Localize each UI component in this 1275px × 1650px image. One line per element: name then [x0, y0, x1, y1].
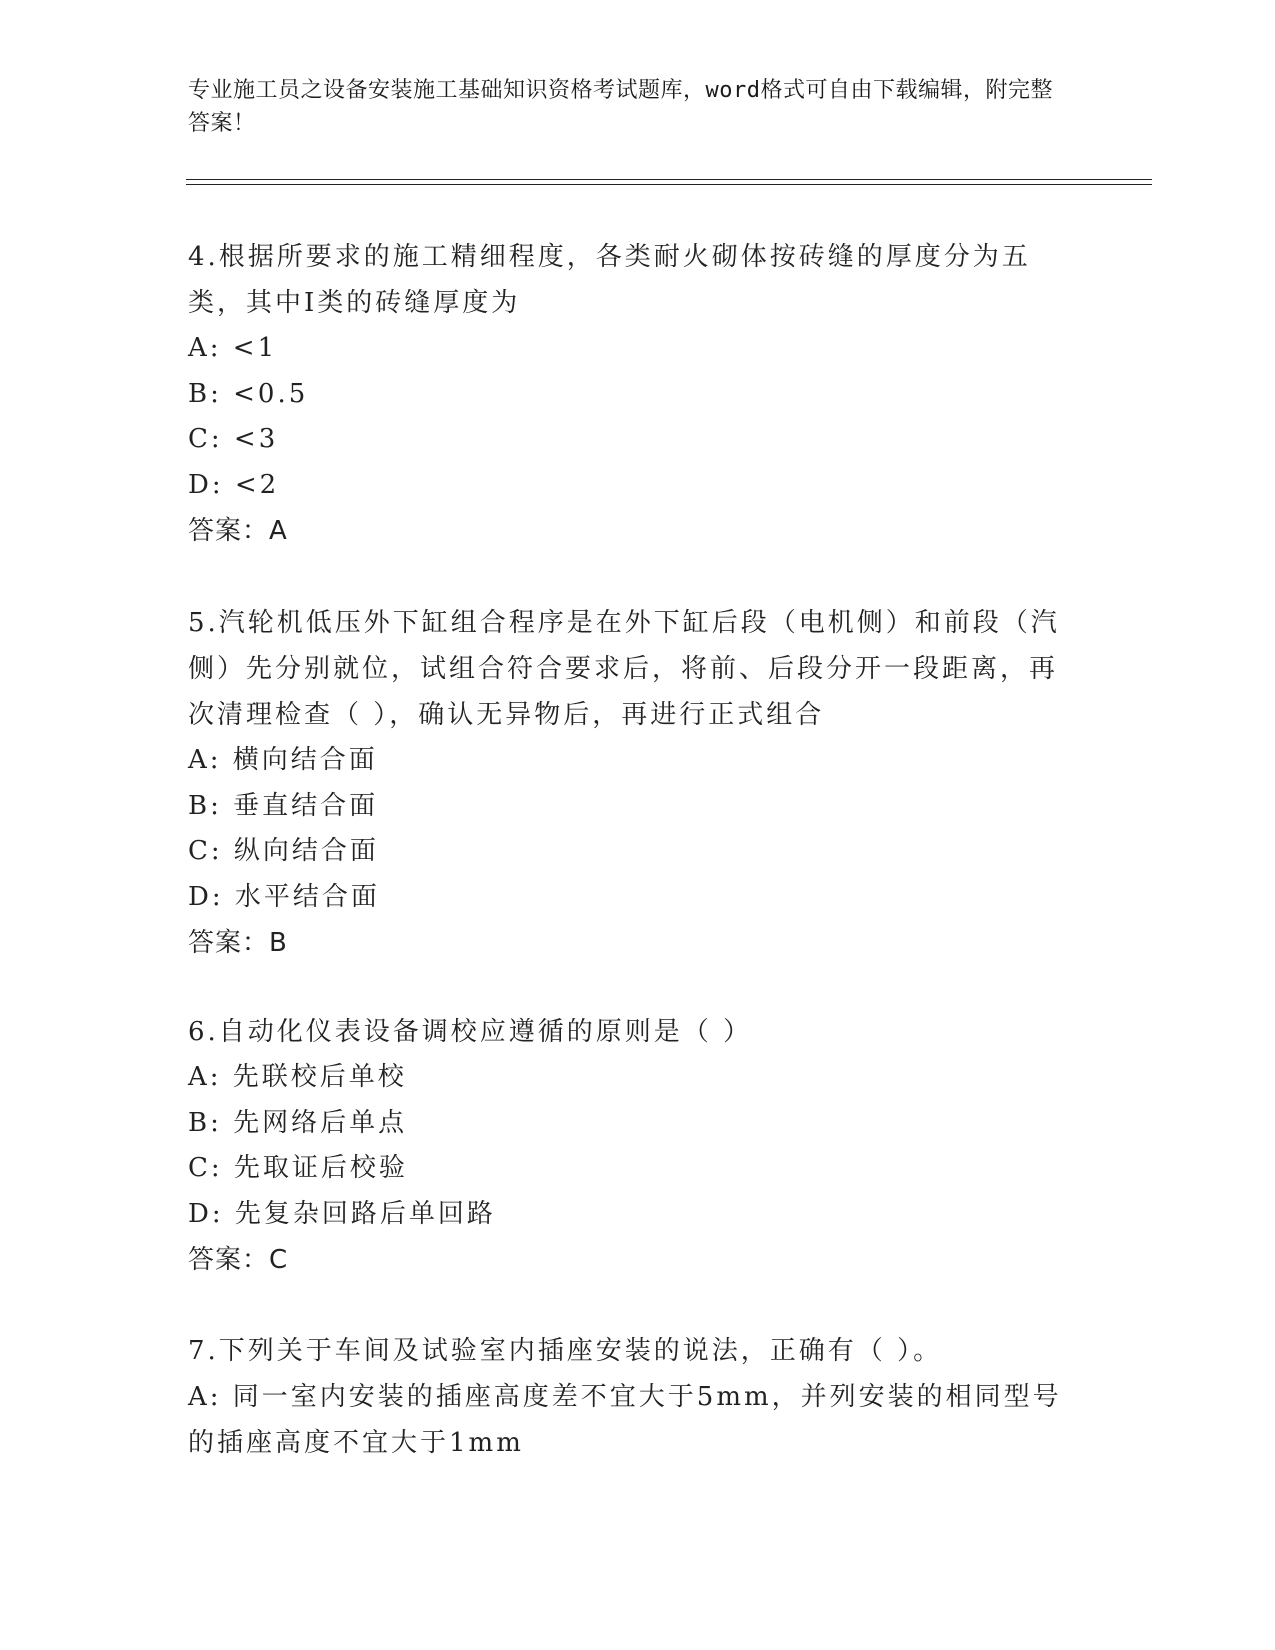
option-d: D: 先复杂回路后单回路 — [188, 1198, 496, 1229]
option-b: B: <0.5 — [188, 378, 309, 409]
document-header: 专业施工员之设备安装施工基础知识资格考试题库，word格式可自由下载编辑，附完整答案！ — [188, 78, 1053, 136]
question-item — [188, 600, 1068, 966]
answer-text: 答案：B — [188, 928, 288, 958]
question-item — [188, 1009, 1068, 1283]
option-c: C: <3 — [188, 424, 279, 454]
question-text: 7.下列关于车间及试验室内插座安装的说法，正确有（ ）。 — [188, 1336, 943, 1366]
header-divider-bottom — [186, 184, 1152, 185]
question-item — [188, 1328, 1068, 1466]
question-text: 5.汽轮机低压外下缸组合程序是在外下缸后段（电机侧）和前段（汽侧）先分别就位，试组合符合要求后，将前、后段分开一段距离，再次清理检查（ ），确认无异物后，再进行正式组合 — [188, 608, 1060, 730]
option-a: A: <1 — [188, 333, 278, 363]
option-b: B: 垂直结合面 — [188, 790, 379, 821]
header-divider-top — [186, 179, 1152, 180]
question-item — [188, 234, 1068, 554]
option-b: B: 先网络后单点 — [188, 1107, 408, 1138]
option-a: A: 先联校后单校 — [188, 1062, 407, 1092]
option-c: C: 先取证后校验 — [188, 1153, 408, 1183]
option-c: C: 纵向结合面 — [188, 836, 379, 866]
answer-text: 答案：C — [188, 1245, 289, 1275]
option-a: A: 同一室内安装的插座高度差不宜大于5mm，并列安装的相同型号的插座高度不宜大于1mm — [188, 1382, 1062, 1458]
question-text: 4.根据所要求的施工精细程度，各类耐火砌体按砖缝的厚度分为五类，其中Ⅰ类的砖缝厚度为 — [188, 242, 1031, 318]
answer-text: 答案：A — [188, 516, 288, 546]
option-a: A: 横向结合面 — [188, 745, 378, 775]
question-text: 6.自动化仪表设备调校应遵循的原则是（ ） — [188, 1017, 753, 1047]
option-d: D: 水平结合面 — [188, 881, 380, 912]
option-d: D: <2 — [188, 469, 280, 500]
